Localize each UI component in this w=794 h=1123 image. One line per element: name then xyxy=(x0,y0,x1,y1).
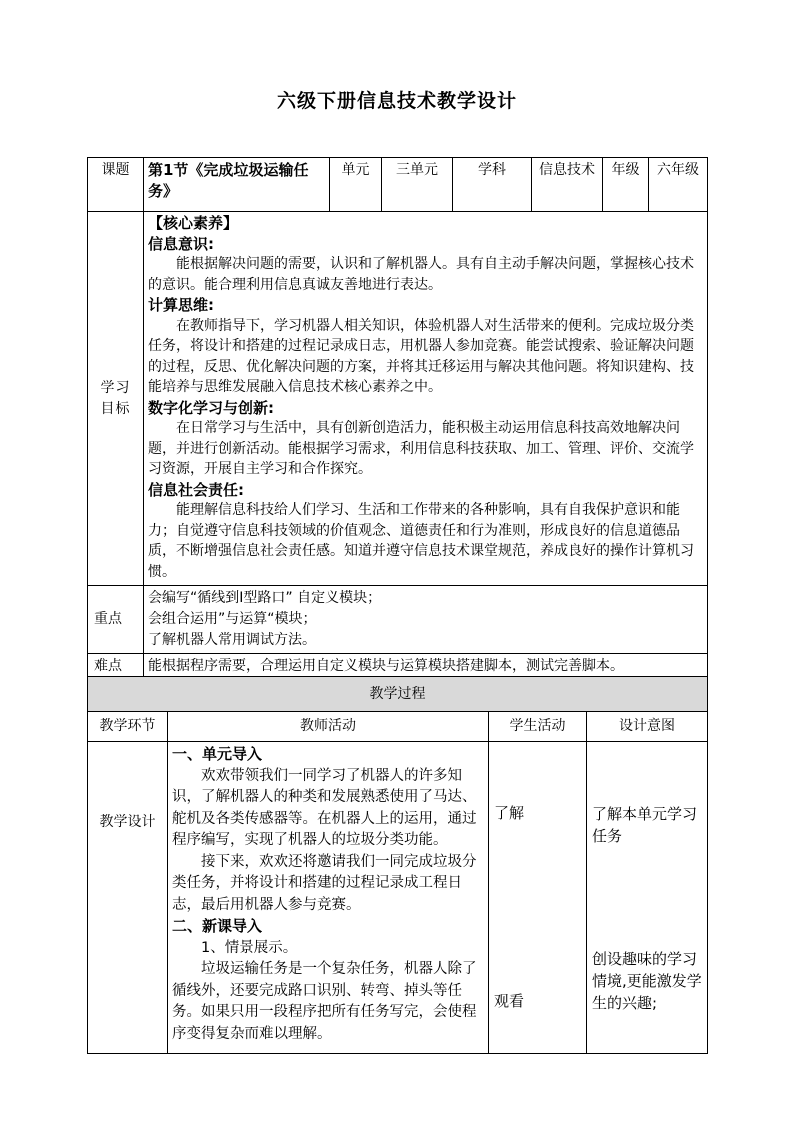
key-points-label: 重点 xyxy=(88,586,144,654)
col-intent: 设计意图 xyxy=(587,712,708,742)
section-heading: 二、新课导入 xyxy=(172,917,263,935)
subject-label: 学科 xyxy=(453,158,532,212)
intent-text: 了解本单元学习任务 xyxy=(592,805,698,845)
activity-text: 接下来，欢欢还将邀请我们一同完成垃圾分类任务，并将设计和搭建的过程记录成工程日志，最后用机器人参与竞赛。 xyxy=(172,853,477,913)
activity-text: 欢欢带领我们一同学习了机器人的许多知识，了解机器人的种类和发展熟悉使用了马达、舵机及各类传感器等。在机器人上的运用，通过程序编写，实现了机器人的垃圾分类功能。 xyxy=(172,767,477,848)
difficulty-text: 能根据程序需要，合理运用自定义模块与运算模块搭建脚本，测试完善脚本。 xyxy=(144,654,708,680)
goal-text: 能理解信息科技给人们学习、生活和工作带来的各种影响，具有自我保护意识和能力；自觉遵守信息科技领域的价值观念、道德责任和行为准则，形成良好的信息道德品质，不断增强信息社会责任感。知道并遵守信息技术课堂规范，养成良好的操作计算机习惯。 xyxy=(148,502,694,580)
unit-label: 单元 xyxy=(330,158,382,212)
teaching-process-table xyxy=(87,676,708,1054)
page-title: 六级下册信息技术教学设计 xyxy=(276,90,517,112)
intent-text: 创设趣味的学习情境,更能激发学生的兴趣; xyxy=(592,950,702,1012)
student-activity xyxy=(489,742,587,1054)
activity-text: 垃圾运输任务是一个复杂任务，机器人除了循线外，还要完成路口识别、转弯、掉头等任务。如果只用一段程序把所有任务写完，会使程序变得复杂而难以理解。 xyxy=(172,961,477,1042)
col-stage: 教学环节 xyxy=(88,712,168,742)
course-value: 第1节《完成垃圾运输任务》 xyxy=(144,158,330,212)
key-point: 会组合运用”与运算“模块； xyxy=(148,611,317,627)
grade-label: 年级 xyxy=(603,158,649,212)
goal-heading: 信息社会责任: xyxy=(148,480,244,499)
process-header: 教学过程 xyxy=(88,677,708,712)
unit-value: 三单元 xyxy=(382,158,453,212)
teacher-activity xyxy=(168,742,489,1054)
goal-heading: 信息意识: xyxy=(148,234,214,253)
goals-content xyxy=(144,212,708,586)
col-student: 学生活动 xyxy=(489,712,587,742)
goal-text: 在日常学习与生活中，具有创新创造活力，能积极主动运用信息科技高效地解决问题，并进行创新活动。能根据学习需求，利用信息科技获取、加工、管理、评价、交流学习资源，开展自主学习和合作探究。 xyxy=(148,420,694,477)
activity-subheading: 1、情景展示。 xyxy=(201,939,298,956)
design-intent xyxy=(587,742,708,1054)
core-heading: 【核心素养】 xyxy=(148,214,239,232)
key-point: 了解机器人常用调试方法。 xyxy=(148,632,316,648)
key-points-content xyxy=(144,586,708,654)
grade-value: 六年级 xyxy=(649,158,708,212)
goal-text: 能根据解决问题的需要，认识和了解机器人。具有自主动手解决问题，掌握核心技术的意识。能合理利用信息真诚友善地进行表达。 xyxy=(148,256,694,293)
student-text: 观看 xyxy=(494,992,525,1010)
col-teacher: 教师活动 xyxy=(168,712,489,742)
section-heading: 一、单元导入 xyxy=(172,745,263,763)
lesson-info-table xyxy=(87,157,708,680)
stage-name: 教学设计 xyxy=(88,742,168,1054)
course-label: 课题 xyxy=(88,158,144,212)
key-point: 会编写“循线到Ⅰ型路口” 自定义模块； xyxy=(148,590,382,606)
student-text: 了解 xyxy=(494,804,525,822)
difficulty-label: 难点 xyxy=(88,654,144,680)
goals-label: 学习目标 xyxy=(88,212,144,586)
goal-text: 在教师指导下，学习机器人相关知识，体验机器人对生活带来的便利。完成垃圾分类任务，将设计和搭建的过程记录成日志，用机器人参加竞赛。能尝试搜索、验证解决问题的过程，反思、优化解决问题的方案，并将其迁移运用与解决其他问题。将知识建构、技能培养与思维发展融入信息技术核心素养之中。 xyxy=(148,317,694,395)
goal-heading: 计算思维: xyxy=(148,296,214,314)
goal-heading: 数字化学习与创新: xyxy=(148,398,274,417)
subject-value: 信息技术 xyxy=(532,158,603,212)
